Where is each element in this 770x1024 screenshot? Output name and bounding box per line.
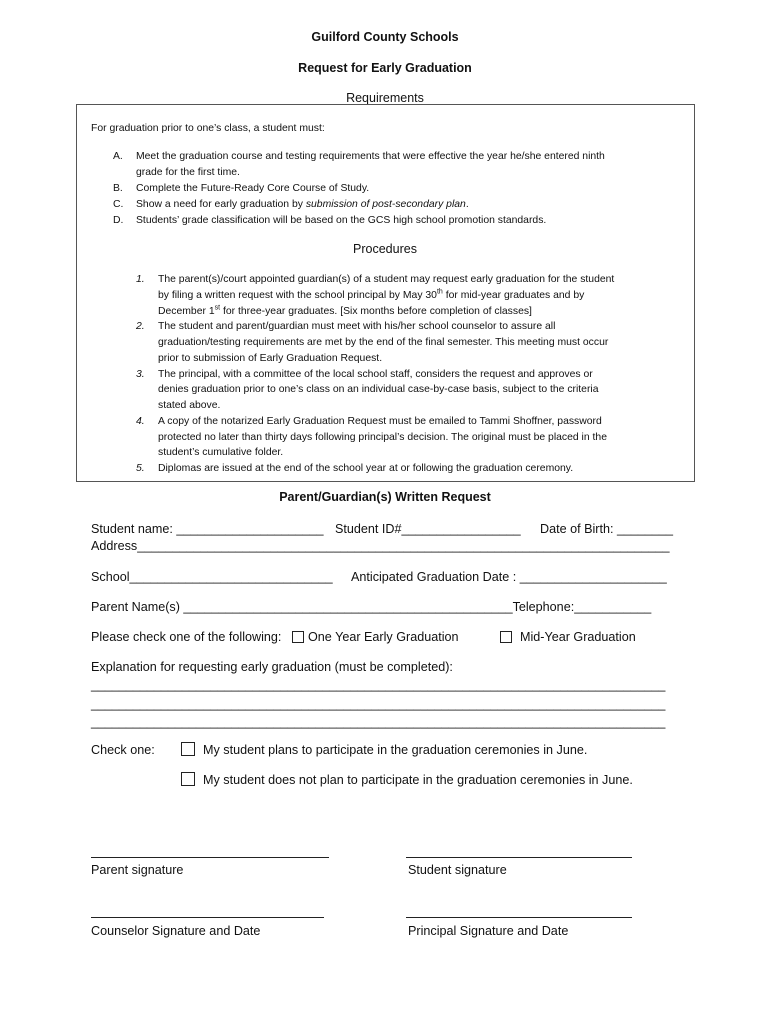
proc-item-4-line1: A copy of the notarized Early Graduation Request must be emailed to Tammi Shoffner, password bbox=[158, 416, 602, 427]
proc-item-1-line3 bbox=[158, 304, 532, 320]
explanation-prompt: Explanation for requesting early graduation (must be completed): bbox=[91, 660, 453, 674]
parent-signature-label: Parent signature bbox=[91, 863, 184, 877]
req-marker-a: A. bbox=[113, 151, 123, 162]
counselor-signature-line[interactable] bbox=[91, 917, 324, 918]
req-item-a-line1: Meet the graduation course and testing requirements that were effective the year he/she entered ninth bbox=[136, 151, 605, 162]
procedures-heading: Procedures bbox=[353, 242, 417, 256]
ceremony-yes-checkbox[interactable] bbox=[181, 742, 195, 756]
ceremony-no-option[interactable] bbox=[181, 772, 633, 788]
proc-item-1-line3-pre: December 1 bbox=[158, 306, 215, 317]
explanation-line-3[interactable]: __________________________________________________________________________________ bbox=[91, 715, 666, 729]
one-year-checkbox[interactable] bbox=[292, 631, 304, 643]
mid-year-label: Mid-Year Graduation bbox=[520, 630, 636, 644]
req-marker-c: C. bbox=[113, 199, 124, 210]
req-marker-d: D. bbox=[113, 215, 124, 226]
one-year-label: One Year Early Graduation bbox=[308, 630, 459, 644]
parent-signature-line[interactable] bbox=[91, 857, 329, 858]
requirements-heading: Requirements bbox=[346, 91, 424, 105]
requirements-intro: For graduation prior to one’s class, a student must: bbox=[91, 123, 325, 134]
proc-item-1-line2-pre: by filing a written request with the school principal by May 30 bbox=[158, 290, 437, 301]
proc-item-1-line3-sup: st bbox=[214, 304, 221, 312]
document-title: Request for Early Graduation bbox=[298, 61, 472, 75]
req-item-c bbox=[136, 197, 469, 213]
mid-year-checkbox[interactable] bbox=[500, 631, 512, 643]
req-item-c-post: . bbox=[465, 199, 469, 210]
proc-item-4-line2: protected no later than thirty days following principal’s decision. The original must be placed in the bbox=[158, 432, 607, 443]
ceremony-yes-label: My student plans to participate in the graduation ceremonies in June. bbox=[203, 743, 588, 757]
proc-item-3-line3: stated above. bbox=[158, 400, 221, 411]
proc-marker-3: 3. bbox=[136, 369, 145, 380]
req-marker-b: B. bbox=[113, 183, 123, 194]
one-year-option[interactable] bbox=[292, 629, 459, 645]
proc-item-2-line3: prior to submission of Early Graduation Request. bbox=[158, 353, 383, 364]
student-signature-line[interactable] bbox=[406, 857, 632, 858]
proc-item-1-line2 bbox=[158, 288, 584, 304]
student-name-field[interactable]: Student name: _____________________ bbox=[91, 522, 324, 536]
proc-item-4-line3: student’s cumulative folder. bbox=[158, 447, 284, 458]
form-heading: Parent/Guardian(s) Written Request bbox=[279, 490, 491, 504]
mid-year-option[interactable] bbox=[500, 629, 636, 645]
proc-item-1-line2-post: for mid-year graduates and by bbox=[442, 290, 585, 301]
req-item-d: Students’ grade classification will be based on the GCS high school promotion standards. bbox=[136, 215, 547, 226]
principal-signature-label: Principal Signature and Date bbox=[408, 924, 569, 938]
principal-signature-line[interactable] bbox=[406, 917, 632, 918]
proc-item-3-line1: The principal, with a committee of the local school staff, considers the request and approves or bbox=[158, 369, 593, 380]
ceremony-yes-option[interactable] bbox=[181, 742, 587, 758]
school-field[interactable]: School_____________________________ bbox=[91, 570, 333, 584]
req-item-a-line2: grade for the first time. bbox=[136, 167, 240, 178]
proc-item-1-line3-post: for three-year graduates. [Six months before completion of classes] bbox=[220, 306, 532, 317]
ceremony-no-label: My student does not plan to participate in the graduation ceremonies in June. bbox=[203, 773, 633, 787]
proc-item-5: Diplomas are issued at the end of the school year at or following the graduation ceremony. bbox=[158, 463, 574, 474]
org-title: Guilford County Schools bbox=[311, 30, 459, 44]
anticipated-graduation-date-field[interactable]: Anticipated Graduation Date : _____________________ bbox=[351, 570, 667, 584]
req-item-c-em: submission of post-secondary plan bbox=[305, 199, 466, 210]
graduation-type-prompt: Please check one of the following: bbox=[91, 630, 282, 644]
explanation-line-1[interactable]: __________________________________________________________________________________ bbox=[91, 678, 666, 692]
parent-names-telephone-field[interactable]: Parent Name(s) _______________________________________________Telephone:___________ bbox=[91, 600, 652, 614]
address-field[interactable]: Address____________________________________________________________________________ bbox=[91, 539, 670, 553]
proc-marker-1: 1. bbox=[136, 274, 145, 285]
proc-marker-5: 5. bbox=[136, 463, 145, 474]
ceremony-no-checkbox[interactable] bbox=[181, 772, 195, 786]
explanation-line-2[interactable]: __________________________________________________________________________________ bbox=[91, 697, 666, 711]
proc-item-1-line1: The parent(s)/court appointed guardian(s) of a student may request early graduation for the student bbox=[158, 274, 615, 285]
proc-item-2-line1: The student and parent/guardian must meet with his/her school counselor to assure all bbox=[158, 321, 556, 332]
req-item-c-pre: Show a need for early graduation by bbox=[136, 199, 306, 210]
proc-marker-4: 4. bbox=[136, 416, 145, 427]
proc-marker-2: 2. bbox=[136, 321, 145, 332]
student-signature-label: Student signature bbox=[408, 863, 507, 877]
proc-item-2-line2: graduation/testing requirements are met by the end of the final semester. This meeting must occur bbox=[158, 337, 609, 348]
check-one-label: Check one: bbox=[91, 743, 155, 757]
counselor-signature-label: Counselor Signature and Date bbox=[91, 924, 261, 938]
date-of-birth-field[interactable]: Date of Birth: ________ bbox=[540, 522, 674, 536]
student-id-field[interactable]: Student ID#_________________ bbox=[335, 522, 521, 536]
proc-item-1-line2-sup: th bbox=[436, 288, 443, 296]
proc-item-3-line2: denies graduation prior to one’s class on an individual case-by-case basis, subject to the criteria bbox=[158, 384, 599, 395]
req-item-b: Complete the Future-Ready Core Course of Study. bbox=[136, 183, 370, 194]
